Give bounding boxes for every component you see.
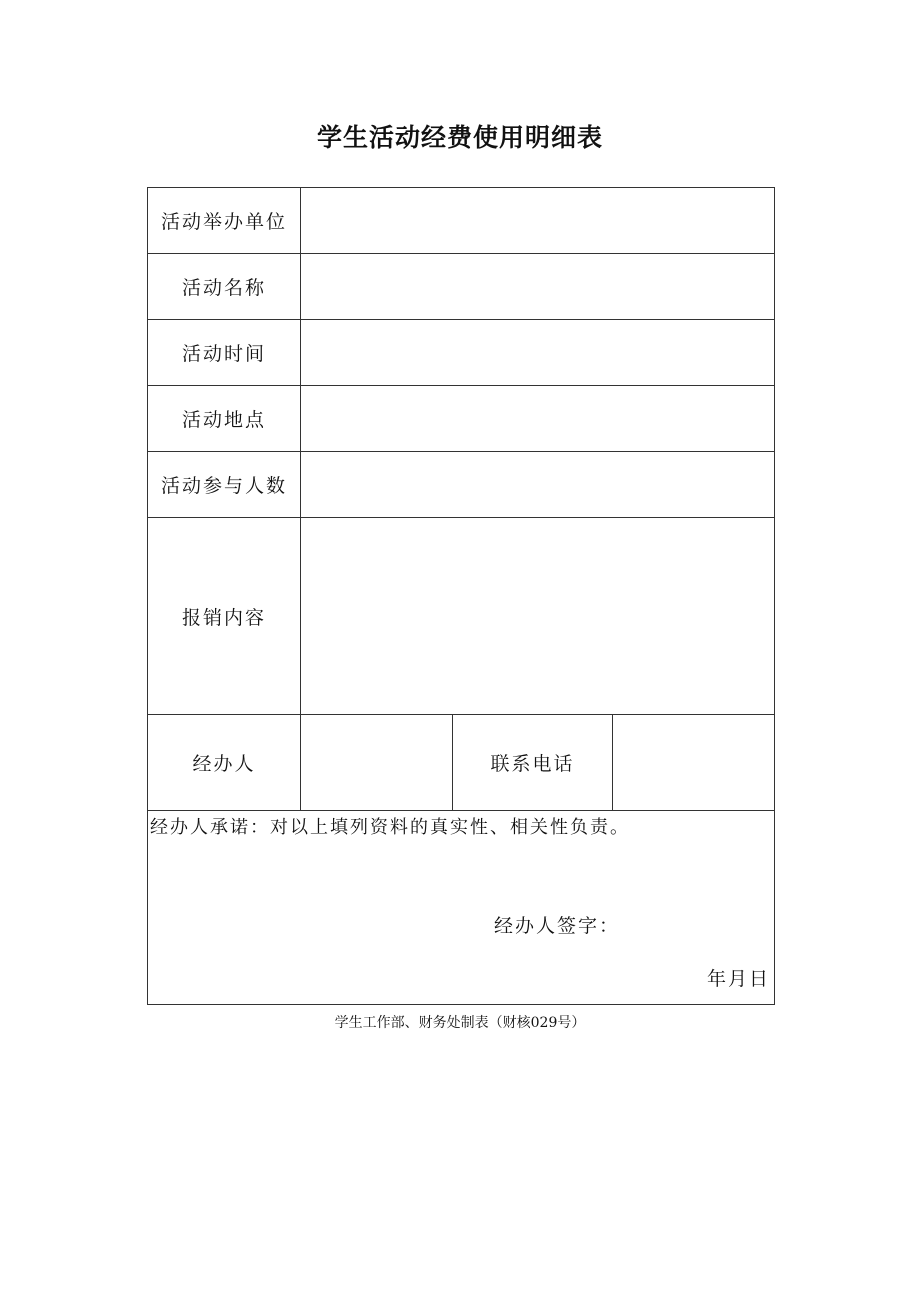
date-label: 年月日 xyxy=(707,968,771,990)
row-organizer xyxy=(148,188,775,254)
row-pledge xyxy=(148,811,775,1005)
row-activity-location xyxy=(148,386,775,452)
phone-label: 联系电话 xyxy=(453,715,613,811)
activity-location-field[interactable] xyxy=(301,386,775,452)
activity-name-field[interactable] xyxy=(301,254,775,320)
handler-label: 经办人 xyxy=(148,715,301,811)
activity-time-field[interactable] xyxy=(301,320,775,386)
reimbursement-field[interactable] xyxy=(301,518,775,715)
row-reimbursement xyxy=(148,518,775,715)
handler-field[interactable] xyxy=(301,715,453,811)
row-activity-name xyxy=(148,254,775,320)
expense-form-table xyxy=(147,187,775,1005)
pledge-cell[interactable] xyxy=(148,811,775,1005)
page-title: 学生活动经费使用明细表 xyxy=(316,123,603,152)
activity-location-label: 活动地点 xyxy=(148,386,301,452)
pledge-box xyxy=(148,811,774,1004)
footer-note: 学生工作部、财务处制表（财核029号） xyxy=(334,1015,586,1031)
row-activity-time xyxy=(148,320,775,386)
participants-label: 活动参与人数 xyxy=(148,452,301,518)
row-participants xyxy=(148,452,775,518)
signature-label: 经办人签字： xyxy=(494,915,621,937)
activity-time-label: 活动时间 xyxy=(148,320,301,386)
participants-field[interactable] xyxy=(301,452,775,518)
phone-field[interactable] xyxy=(613,715,775,811)
activity-name-label: 活动名称 xyxy=(148,254,301,320)
reimbursement-label: 报销内容 xyxy=(148,518,301,715)
organizer-label: 活动举办单位 xyxy=(148,188,301,254)
organizer-field[interactable] xyxy=(301,188,775,254)
pledge-text: 经办人承诺：对以上填列资料的真实性、相关性负责。 xyxy=(150,817,630,838)
row-handler xyxy=(148,715,775,811)
